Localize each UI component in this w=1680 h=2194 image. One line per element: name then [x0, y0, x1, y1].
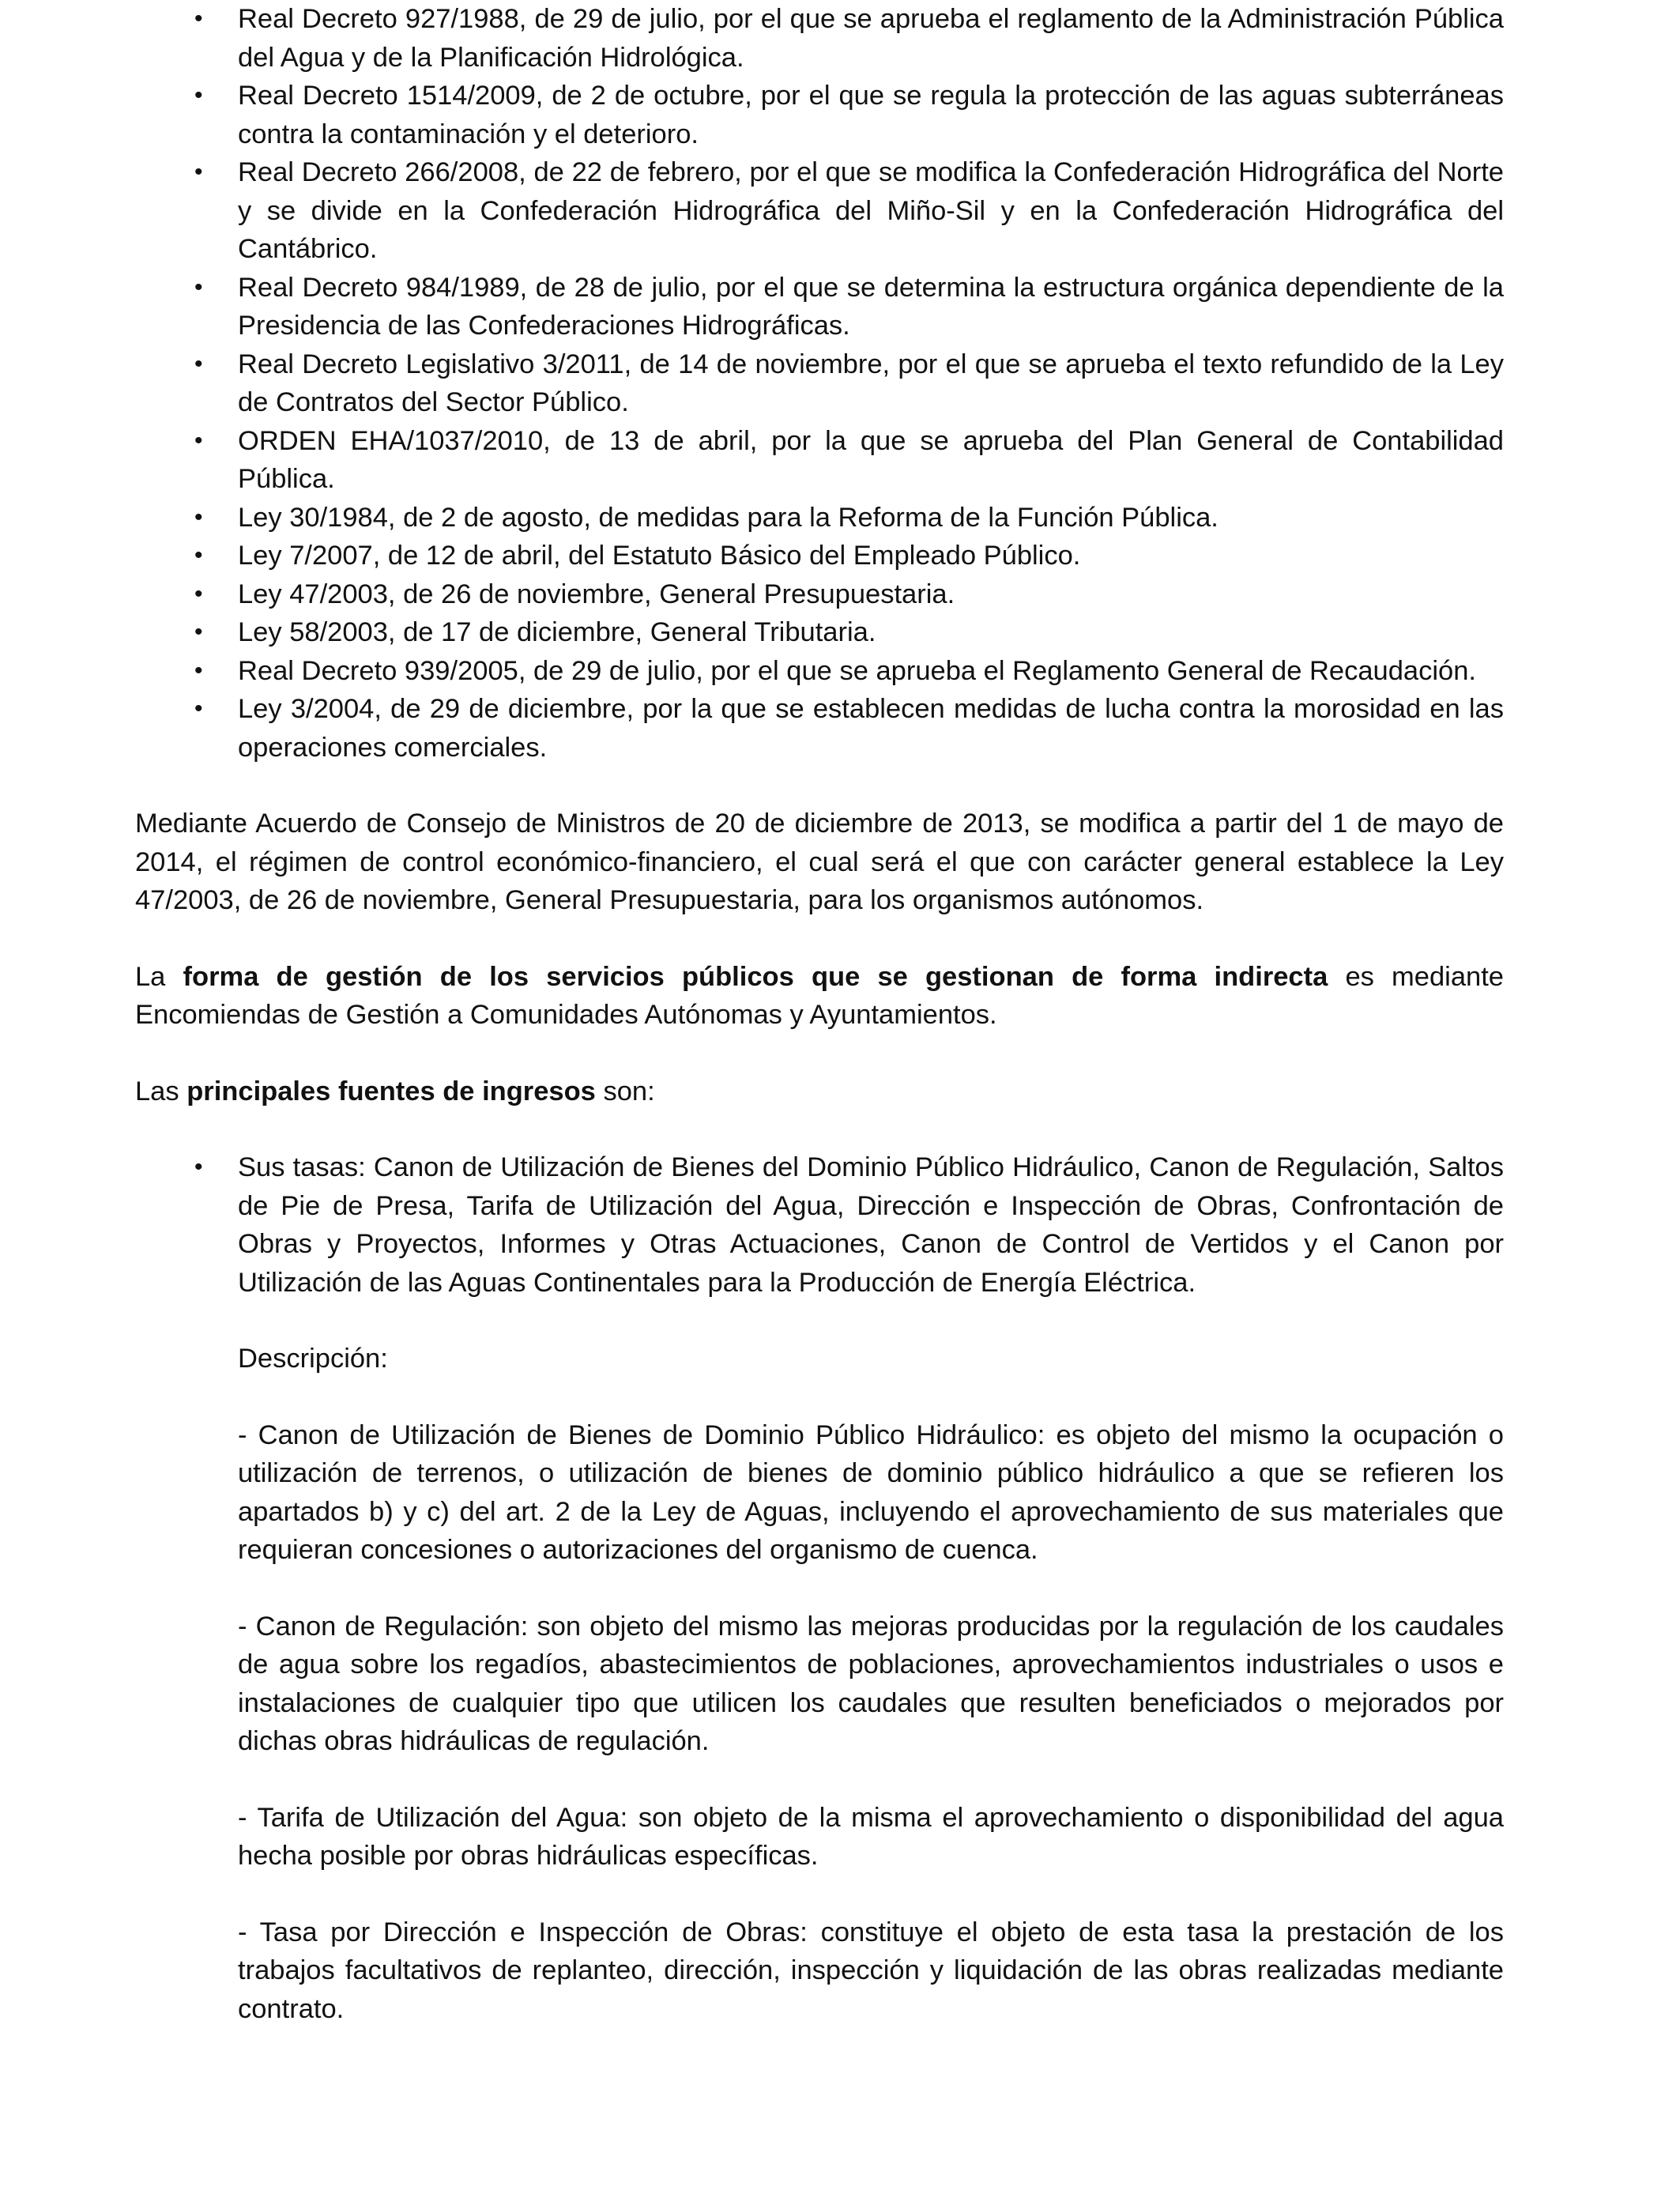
paragraph-acuerdo: Mediante Acuerdo de Consejo de Ministros de 20 de diciembre de 2013, se modifica a partir del 1 de mayo de 2014, el régimen de control económico-financiero, el cual será el que con carácter general establece la Ley 47/2003, de 26 de noviembre, General Presupuestaria, para los organismos autónomos. — [135, 809, 1504, 915]
list-item: • Ley 3/2004, de 29 de diciembre, por la que se establecen medidas de lucha contra la morosidad en las operaciones comerciales. — [135, 690, 1504, 767]
spacer — [135, 1302, 1504, 1340]
bullet: • — [194, 580, 203, 607]
list-item: • Real Decreto 984/1989, de 28 de julio, por el que se determina la estructura orgánica dependiente de la Presidencia de las Confederaciones Hidrográficas. — [135, 269, 1504, 345]
bullet: • — [194, 350, 203, 377]
list-item: • Ley 30/1984, de 2 de agosto, de medidas para la Reforma de la Función Pública. — [135, 499, 1504, 537]
list-item: • Real Decreto 939/2005, de 29 de julio, por el que se aprueba el Reglamento General de Recaudación. — [135, 652, 1504, 691]
bullet: • — [194, 503, 203, 530]
descripcion-item: - Canon de Utilización de Bienes de Dominio Público Hidráulico: es objeto del mismo la ocupación o utilización de terrenos, o utilización de bienes de dominio público hidráulico a que se refieren los apartados b) y c) del art. 2 de la Ley de Aguas, incluyendo el aprovechamiento de sus materiales que requieran concesiones o autorizaciones del organismo de cuenca. — [238, 1419, 1504, 1565]
descripcion-label: Descripción: — [238, 1344, 388, 1374]
descripcion-item: - Canon de Regulación: son objeto del mismo las mejoras producidas por la regulación de los caudales de agua sobre los regadíos, abastecimientos de poblaciones, aprovechamientos industriales o usos e instalaciones de cualquier tipo que utilicen los caudales que resulten beneficiados o mejorados por dichas obras hidráulicas de regulación. — [238, 1611, 1504, 1756]
spacer — [135, 1378, 1504, 1416]
paragraph-gestion: La forma de gestión de los servicios públicos que se gestionan de forma indirecta es mediante Encomiendas de Gestión a Comunidades Autónomas y Ayuntamientos. — [135, 961, 1504, 1030]
legislation-list — [135, 0, 1504, 767]
bullet: • — [194, 619, 203, 645]
list-item: • Real Decreto 266/2008, de 22 de febrero, por el que se modifica la Confederación Hidrográfica del Norte y se divide en la Confederación Hidrográfica del Miño-Sil y en la Confederación Hidrográfica del Cantábrico. — [135, 153, 1504, 269]
bullet: • — [194, 273, 203, 300]
list-item: • Real Decreto 1514/2009, de 2 de octubre, por el que se regula la protección de las aguas subterráneas contra la contaminación y el deterioro. — [135, 77, 1504, 153]
list-item: • ORDEN EHA/1037/2010, de 13 de abril, por la que se aprueba del Plan General de Contabilidad Pública. — [135, 422, 1504, 499]
ingresos-list — [135, 1148, 1504, 1302]
spacer — [135, 1035, 1504, 1072]
bullet: • — [194, 6, 203, 32]
list-item: • Real Decreto 927/1988, de 29 de julio, por el que se aprueba el reglamento de la Administración Pública del Agua y de la Planificación Hidrológica. — [135, 0, 1504, 77]
spacer — [135, 1570, 1504, 1608]
list-item: • Ley 47/2003, de 26 de noviembre, General Presupuestaria. — [135, 575, 1504, 614]
spacer — [135, 1110, 1504, 1148]
bullet: • — [194, 542, 203, 568]
list-item: • Real Decreto Legislativo 3/2011, de 14 de noviembre, por el que se aprueba el texto refundido de la Ley de Contratos del Sector Público. — [135, 345, 1504, 422]
bullet: • — [194, 82, 203, 108]
descripcion-item: - Tarifa de Utilización del Agua: son objeto de la misma el aprovechamiento o disponibilidad del agua hecha posible por obras hidráulicas específicas. — [238, 1802, 1504, 1871]
bullet: • — [194, 696, 203, 722]
spacer — [135, 1761, 1504, 1799]
spacer — [135, 767, 1504, 805]
list-item: • Ley 7/2007, de 12 de abril, del Estatuto Básico del Empleado Público. — [135, 537, 1504, 575]
descripcion-item: - Tasa por Dirección e Inspección de Obras: constituye el objeto de esta tasa la prestación de los trabajos facultativos de replanteo, dirección, inspección y liquidación de las obras realizadas mediante contrato. — [238, 1917, 1504, 2024]
list-item: • Sus tasas: Canon de Utilización de Bienes del Dominio Público Hidráulico, Canon de Regulación, Saltos de Pie de Presa, Tarifa de Utilización del Agua, Dirección e Inspección de Obras, Confrontación de Obras y Proyectos, Informes y Otras Actuaciones, Canon de Control de Vertidos y el Canon por Utilización de las Aguas Continentales para la Producción de Energía Eléctrica. — [135, 1148, 1504, 1302]
bullet: • — [194, 1154, 203, 1180]
document-page — [135, 0, 1504, 2028]
spacer — [135, 1875, 1504, 1913]
bullet: • — [194, 657, 203, 684]
bullet: • — [194, 427, 203, 454]
list-item: • Ley 58/2003, de 17 de diciembre, General Tributaria. — [135, 613, 1504, 652]
paragraph-ingresos: Las principales fuentes de ingresos son: — [135, 1076, 655, 1106]
spacer — [135, 920, 1504, 958]
bullet: • — [194, 159, 203, 185]
